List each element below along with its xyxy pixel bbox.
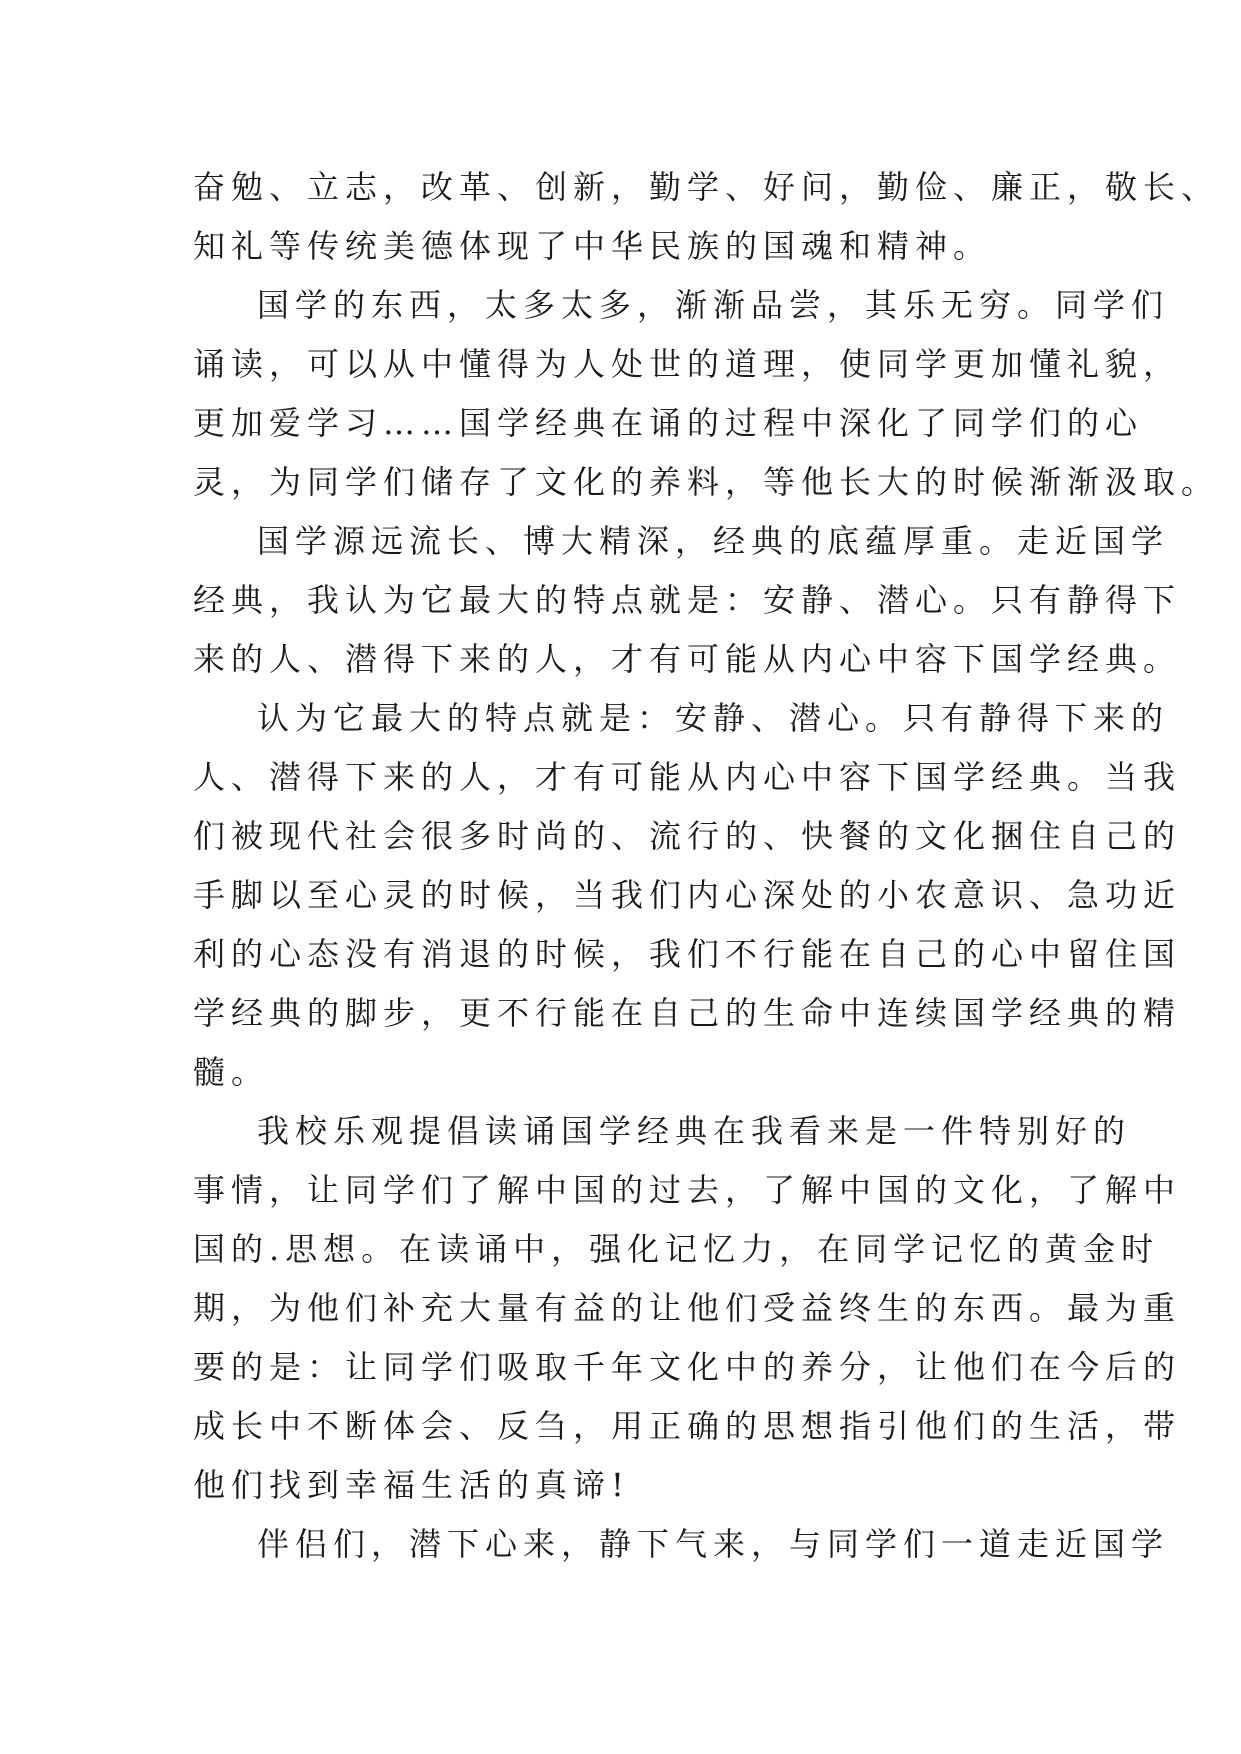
text-line: 知礼等传统美德体现了中华民族的国魂和精神。 [193, 227, 992, 265]
text-line: 要的是：让同学们吸取千年文化中的养分，让他们在今后的 [193, 1348, 1182, 1386]
text-line: 灵，为同学们储存了文化的养料，等他长大的时候渐渐汲取。 [193, 463, 1220, 501]
text-line: 学经典的脚步，更不行能在自己的生命中连续国学经典的精 [193, 994, 1182, 1032]
text-line: 我校乐观提倡读诵国学经典在我看来是一件特别好的 [257, 1112, 1132, 1150]
text-line: 他们找到幸福生活的真谛! [193, 1466, 630, 1504]
document-body [193, 158, 1220, 1574]
text-line: 期，为他们补充大量有益的让他们受益终生的东西。最为重 [193, 1289, 1182, 1327]
text-line: 来的人、潜得下来的人，才有可能从内心中容下国学经典。 [193, 640, 1182, 678]
text-line: 手脚以至心灵的时候，当我们内心深处的小农意识、急功近 [193, 876, 1182, 914]
text-line: 人、潜得下来的人，才有可能从内心中容下国学经典。当我 [193, 758, 1182, 796]
text-line: 认为它最大的特点就是：安静、潜心。只有静得下来的 [257, 699, 1170, 737]
text-line: 事情，让同学们了解中国的过去，了解中国的文化，了解中 [193, 1171, 1182, 1209]
text-line: 髓。 [193, 1053, 270, 1091]
text-line: 们被现代社会很多时尚的、流行的、快餐的文化捆住自己的 [193, 817, 1182, 855]
text-line: 国的.思想。在读诵中，强化记忆力，在同学记忆的黄金时 [193, 1230, 1160, 1268]
text-line: 经典，我认为它最大的特点就是：安静、潜心。只有静得下 [193, 581, 1182, 619]
text-line: 诵读，可以从中懂得为人处世的道理，使同学更加懂礼貌， [193, 345, 1182, 383]
text-line: 国学的东西，太多太多，渐渐品尝，其乐无穷。同学们 [257, 286, 1170, 324]
text-line: 成长中不断体会、反刍，用正确的思想指引他们的生活，带 [193, 1407, 1182, 1445]
text-line: 伴侣们，潜下心来，静下气来，与同学们一道走近国学 [257, 1525, 1170, 1563]
text-line: 奋勉、立志，改革、创新，勤学、好问，勤俭、廉正，敬长、 [193, 168, 1220, 206]
text-line: 更加爱学习……国学经典在诵的过程中深化了同学们的心 [193, 404, 1144, 442]
text-line: 利的心态没有消退的时候，我们不行能在自己的心中留住国 [193, 935, 1182, 973]
text-line: 国学源远流长、博大精深，经典的底蕴厚重。走近国学 [257, 522, 1170, 560]
